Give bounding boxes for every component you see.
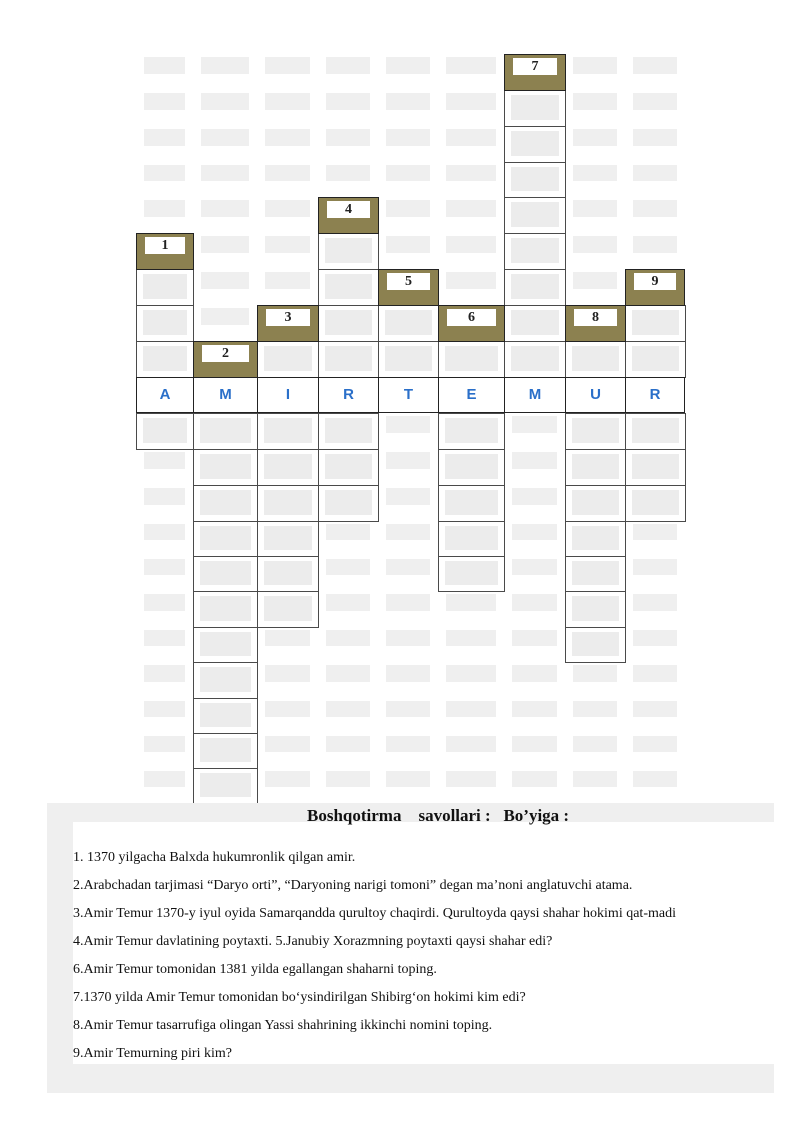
background-cell [446,165,496,181]
question-7: 7.1370 yilda Amir Temur tomonidan bo‘ysindirilgan Shibirg‘on hokimi kim edi? [73,990,526,1005]
answer-cell[interactable] [136,305,194,342]
background-cell [633,701,677,717]
answer-cell[interactable] [565,627,626,663]
background-cell [446,93,496,110]
answer-cell[interactable] [318,233,379,270]
background-cell [386,57,430,74]
question-4-5: 4.Amir Temur davlatining poytaxti. 5.Janubiy Xorazmning poytaxti qaysi shahar edi? [73,934,553,949]
background-cell [573,771,617,787]
background-cell [386,200,430,217]
answer-cell[interactable] [625,485,686,522]
answer-cell[interactable] [504,162,566,198]
cell-shade [325,346,372,371]
answer-cell[interactable] [504,126,566,163]
background-cell [265,272,310,289]
background-cell [446,272,496,289]
answer-cell[interactable] [318,269,379,306]
answer-cell[interactable] [193,413,258,450]
cell-shade [325,310,372,335]
cell-shade [511,346,559,371]
cell-shade [572,454,619,479]
background-cell [386,594,430,611]
background-cell [265,630,310,646]
background-cell [633,736,677,752]
answer-cell[interactable] [625,305,686,342]
answer-cell[interactable] [193,591,258,628]
clue-number-6: 6 [447,309,496,326]
background-cell [326,665,370,682]
answer-cell[interactable] [257,521,319,557]
cell-shade [385,346,432,371]
key-letter-cell[interactable]: E [438,377,505,413]
background-cell [512,452,557,469]
answer-cell[interactable] [565,591,626,628]
answer-cell[interactable] [438,413,505,450]
cell-shade [143,346,187,371]
cell-shade [200,490,251,515]
background-cell [144,452,185,469]
cell-shade [200,526,251,550]
answer-cell[interactable] [318,413,379,450]
answer-cell[interactable] [625,449,686,486]
background-cell [326,736,370,752]
answer-cell[interactable] [193,449,258,486]
answer-cell[interactable] [257,413,319,450]
answer-cell[interactable] [378,341,439,378]
clue-number-4-cell [318,197,379,234]
answer-cell[interactable] [318,485,379,522]
question-9: 9.Amir Temurning piri kim? [73,1046,232,1061]
background-cell [633,165,677,181]
background-cell [512,488,557,505]
background-cell [512,771,557,787]
answer-cell[interactable] [257,449,319,486]
answer-cell[interactable] [504,90,566,127]
background-cell [446,771,496,787]
cell-shade [200,632,251,656]
answer-cell[interactable] [625,341,686,378]
background-cell [326,93,370,110]
key-letter-cell[interactable]: T [378,377,439,413]
key-letter-cell[interactable]: I [257,377,319,413]
background-cell [386,236,430,253]
background-cell [633,630,677,646]
background-cell [201,236,249,253]
key-letter-cell[interactable]: A [136,377,194,413]
background-cell [512,594,557,611]
cell-shade [264,561,312,585]
clue-number-3-cell [257,305,319,342]
background-cell [326,57,370,74]
questions-title: Boshqotirma savollari : Bo’yiga : [307,806,570,825]
background-cell [386,524,430,540]
background-cell [573,701,617,717]
cell-shade [445,454,498,479]
background-cell [386,165,430,181]
cell-shade [445,418,498,443]
cell-shade [385,310,432,335]
cell-shade [200,418,251,443]
cell-shade [572,596,619,621]
cell-shade [572,346,619,371]
background-cell [265,57,310,74]
background-cell [386,736,430,752]
background-cell [144,665,185,682]
background-cell [144,129,185,146]
key-letter-cell[interactable]: U [565,377,626,413]
background-cell [201,308,249,325]
background-cell [265,165,310,181]
background-cell [326,701,370,717]
background-cell [326,559,370,575]
background-cell [326,524,370,540]
cell-shade [200,454,251,479]
background-cell [265,736,310,752]
background-cell [633,236,677,253]
clue-number-6-cell [438,305,505,342]
answer-cell[interactable] [565,413,626,450]
background-cell [144,57,185,74]
background-cell [573,665,617,682]
answer-cell[interactable] [136,413,194,450]
cell-shade [264,526,312,550]
cell-shade [200,561,251,585]
clue-number-5: 5 [387,273,430,290]
key-letter-cell[interactable]: M [193,377,258,413]
background-cell [573,93,617,110]
background-cell [144,630,185,646]
background-cell [386,559,430,575]
background-cell [446,236,496,253]
answer-cell[interactable] [378,305,439,342]
background-cell [512,701,557,717]
background-cell [512,559,557,575]
cell-shade [264,346,312,371]
answer-cell[interactable] [625,413,686,450]
background-cell [446,200,496,217]
background-cell [512,416,557,433]
background-cell [512,524,557,540]
background-cell [386,488,430,505]
background-cell [512,736,557,752]
cell-shade [325,490,372,515]
cell-shade [445,561,498,585]
cell-shade [200,738,251,762]
cell-shade [632,310,679,335]
cell-shade [143,310,187,335]
background-cell [386,452,430,469]
answer-cell[interactable] [438,521,505,557]
answer-cell[interactable] [257,591,319,628]
answer-cell[interactable] [318,449,379,486]
answer-cell[interactable] [438,341,505,378]
question-2: 2.Arabchadan tarjimasi “Daryo orti”, “Daryoning narigi tomoni” degan ma’noni anglatuvchi atama. [73,878,633,893]
cell-shade [325,418,372,443]
answer-cell[interactable] [438,556,505,592]
answer-cell[interactable] [438,449,505,486]
background-cell [265,701,310,717]
background-cell [144,736,185,752]
background-cell [201,165,249,181]
cell-shade [264,596,312,621]
cell-shade [200,667,251,692]
cell-shade [445,526,498,550]
question-3: 3.Amir Temur 1370-y iyul oyida Samarqandda qurultoy chaqirdi. Qurultoyda qaysi shahar hokimi qat-madi [73,906,676,921]
cell-shade [511,131,559,156]
background-cell [633,524,677,540]
background-cell [633,57,677,74]
background-cell [144,559,185,575]
background-cell [386,416,430,433]
answer-cell[interactable] [136,341,194,378]
cell-shade [511,167,559,191]
question-1: 1. 1370 yilgacha Balxda hukumronlik qilgan amir. [73,850,356,865]
answer-cell[interactable] [193,698,258,734]
answer-cell[interactable] [193,521,258,557]
cell-shade [445,490,498,515]
answer-cell[interactable] [504,197,566,234]
background-cell [573,57,617,74]
background-cell [326,129,370,146]
answer-cell[interactable] [193,733,258,769]
key-letter-cell[interactable]: R [625,377,685,413]
background-cell [446,630,496,646]
background-cell [201,200,249,217]
cell-shade [511,274,559,299]
clue-number-1-cell [136,233,194,270]
background-cell [201,93,249,110]
clue-number-9: 9 [634,273,676,290]
answer-cell[interactable] [438,485,505,522]
background-cell [573,200,617,217]
cell-shade [325,238,372,263]
cell-shade [143,274,187,299]
background-cell [326,771,370,787]
answer-cell[interactable] [193,627,258,663]
background-cell [265,129,310,146]
cell-shade [632,346,679,371]
background-cell [144,93,185,110]
cell-shade [511,202,559,227]
background-cell [573,736,617,752]
clue-number-9-cell [625,269,685,306]
background-cell [144,771,185,787]
answer-cell[interactable] [504,341,566,378]
cell-shade [511,95,559,120]
background-cell [446,665,496,682]
background-cell [446,736,496,752]
background-cell [633,200,677,217]
clue-number-8-cell [565,305,626,342]
background-cell [265,771,310,787]
background-cell [144,165,185,181]
background-cell [386,93,430,110]
cell-shade [325,454,372,479]
answer-cell[interactable] [565,449,626,486]
background-cell [326,630,370,646]
background-cell [144,594,185,611]
background-cell [633,129,677,146]
question-8: 8.Amir Temur tasarrufiga olingan Yassi shahrining ikkinchi nomini toping. [73,1018,493,1033]
background-cell [386,630,430,646]
background-cell [201,129,249,146]
answer-cell[interactable] [193,485,258,522]
answer-cell[interactable] [565,521,626,557]
question-6: 6.Amir Temur tomonidan 1381 yilda egallangan shaharni toping. [73,962,437,977]
background-cell [144,200,185,217]
clue-number-8: 8 [574,309,617,326]
answer-cell[interactable] [318,341,379,378]
answer-cell[interactable] [504,305,566,342]
background-cell [386,771,430,787]
cell-shade [572,490,619,515]
answer-cell[interactable] [136,269,194,306]
background-cell [573,165,617,181]
cell-shade [325,274,372,299]
background-cell [265,93,310,110]
background-cell [633,594,677,611]
cell-shade [572,632,619,656]
clue-number-4: 4 [327,201,370,218]
cell-shade [632,490,679,515]
clue-number-5-cell [378,269,439,306]
background-cell [633,93,677,110]
cell-shade [572,526,619,550]
background-cell [386,665,430,682]
background-cell [446,594,496,611]
answer-cell[interactable] [504,233,566,270]
background-cell [573,236,617,253]
answer-cell[interactable] [257,485,319,522]
clue-number-7: 7 [513,58,557,75]
answer-cell[interactable] [565,341,626,378]
answer-cell[interactable] [193,662,258,699]
clue-number-1: 1 [145,237,185,254]
background-cell [446,129,496,146]
cell-shade [632,454,679,479]
background-cell [265,200,310,217]
background-cell [573,272,617,289]
answer-cell[interactable] [318,305,379,342]
answer-cell[interactable] [257,341,319,378]
cell-shade [511,310,559,335]
background-cell [633,559,677,575]
background-cell [201,272,249,289]
cell-shade [200,596,251,621]
key-letter-cell[interactable]: R [318,377,379,413]
background-cell [573,129,617,146]
answer-cell[interactable] [565,556,626,592]
background-cell [386,701,430,717]
background-cell [326,594,370,611]
background-cell [144,524,185,540]
clue-number-2-cell [193,341,258,378]
background-cell [326,165,370,181]
cell-shade [511,238,559,263]
background-cell [144,701,185,717]
answer-cell[interactable] [504,269,566,306]
background-cell [144,488,185,505]
cell-shade [264,418,312,443]
cell-shade [572,561,619,585]
cell-shade [632,418,679,443]
answer-cell[interactable] [565,485,626,522]
background-cell [512,665,557,682]
key-letter-cell[interactable]: M [504,377,566,413]
background-cell [386,129,430,146]
clue-number-3: 3 [266,309,310,326]
background-cell [201,57,249,74]
background-cell [633,771,677,787]
clue-number-7-cell [504,54,566,91]
cell-shade [445,346,498,371]
background-cell [446,57,496,74]
background-cell [446,701,496,717]
cell-shade [200,773,251,797]
answer-cell[interactable] [257,556,319,592]
cell-shade [264,490,312,515]
background-cell [633,665,677,682]
cell-shade [143,418,187,443]
cell-shade [264,454,312,479]
answer-cell[interactable] [193,556,258,592]
clue-number-2: 2 [202,345,249,362]
cell-shade [572,418,619,443]
background-cell [512,630,557,646]
background-cell [265,236,310,253]
answer-cell[interactable] [193,768,258,804]
cell-shade [200,703,251,727]
background-cell [265,665,310,682]
